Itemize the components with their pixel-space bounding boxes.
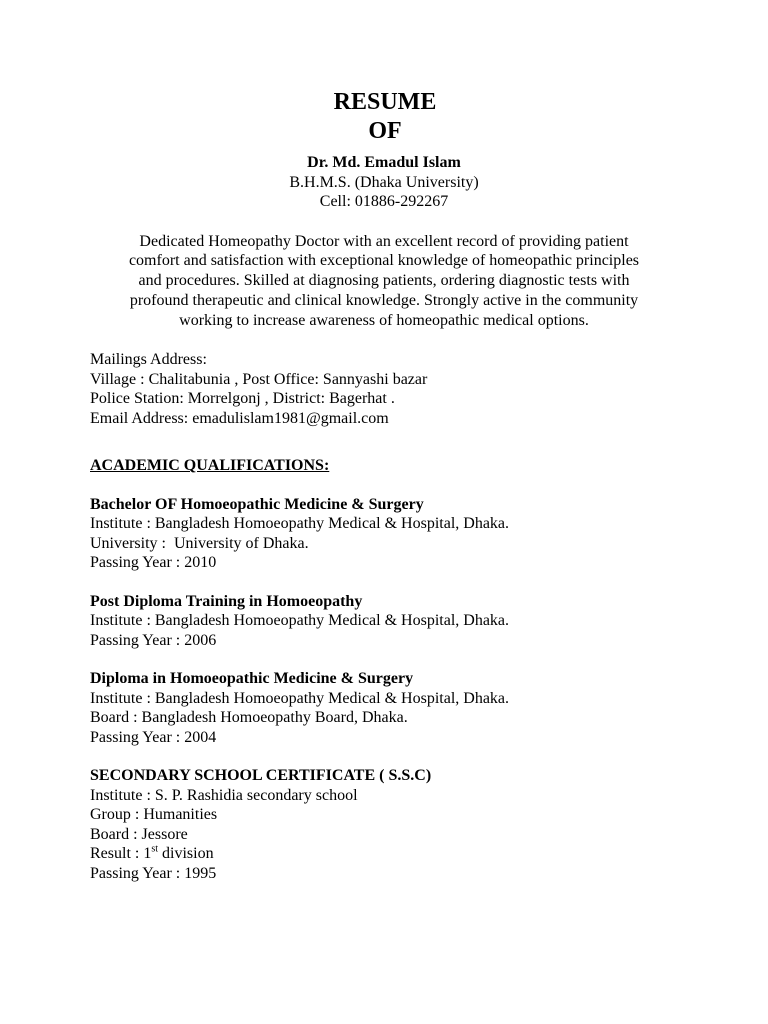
doctor-name: Dr. Md. Emadul Islam [307,154,461,171]
qualification-detail: Passing Year : 2006 [90,631,217,649]
qualification-post-diploma [90,592,678,651]
qualification-detail: Institute : S. P. Rashidia secondary school [90,786,358,804]
title-line-resume: RESUME [333,89,437,115]
qualification-diploma [90,669,678,747]
cell-number: Cell: 01886-292267 [319,193,449,210]
qualification-detail: Institute : Bangladesh Homoeopathy Medical & Hospital, Dhaka. [90,515,510,533]
qualification-detail: Passing Year : 2010 [90,554,217,572]
qualification-detail: Board : Jessore [90,825,188,843]
title-line-of: OF [368,118,402,144]
mailing-address [90,350,678,428]
qualification-title: Bachelor OF Homoeopathic Medicine & Surgery [90,495,424,513]
summary-line: comfort and satisfaction with exceptional knowledge of homeopathic principles [128,252,640,270]
qualification-title: SECONDARY SCHOOL CERTIFICATE ( S.S.C) [90,767,432,785]
qualification-detail: University : University of Dhaka. [90,534,309,552]
qualification-detail: Institute : Bangladesh Homoeopathy Medical & Hospital, Dhaka. [90,689,510,707]
summary-line: Dedicated Homeopathy Doctor with an excellent record of providing patient [139,232,629,250]
qualification-ssc [90,766,678,883]
summary-line: profound therapeutic and clinical knowledge. Strongly active in the community [129,291,639,309]
summary-line: working to increase awareness of homeopathic medical options. [179,311,589,329]
qualification-detail: Institute : Bangladesh Homoeopathy Medical & Hospital, Dhaka. [90,612,510,630]
resume-title [90,88,678,146]
academic-qualifications-heading: ACADEMIC QUALIFICATIONS: [90,457,330,475]
address-village: Village : Chalitabunia , Post Office: Sannyashi bazar [90,370,428,388]
qualification-title: Post Diploma Training in Homoeopathy [90,592,363,610]
contact-header [90,153,678,212]
qualification-detail: Passing Year : 2004 [90,728,217,746]
qualification-detail: Board : Bangladesh Homoeopathy Board, Dhaka. [90,709,408,727]
result-ordinal-suffix: st [151,844,159,856]
result-line [90,844,678,864]
degree-line: B.H.M.S. (Dhaka University) [289,173,479,191]
qualification-detail: Passing Year : 1995 [90,864,217,882]
qualification-bhms [90,495,678,573]
result-prefix: Result : 1 [90,845,152,863]
qualification-detail: Group : Humanities [90,806,218,824]
result-suffix: division [158,845,214,863]
profile-summary [90,232,678,331]
address-label: Mailings Address: [90,351,207,369]
address-police-station: Police Station: Morrelgonj , District: Bagerhat . [90,390,395,408]
qualification-title: Diploma in Homoeopathic Medicine & Surgery [90,670,414,688]
email-address: Email Address: emadulislam1981@gmail.com [90,409,389,427]
summary-line: and procedures. Skilled at diagnosing patients, ordering diagnostic tests with [138,272,630,290]
